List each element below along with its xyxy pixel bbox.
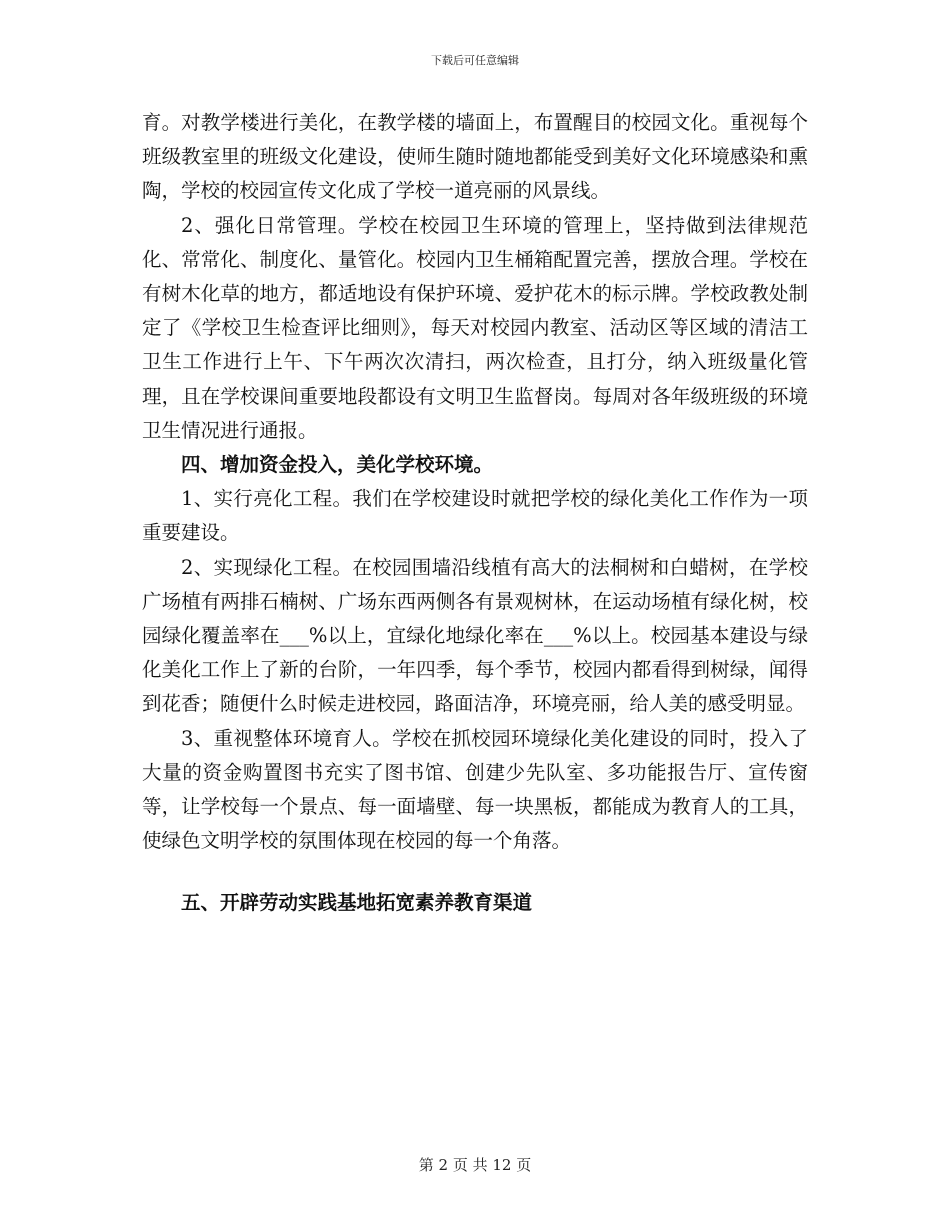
header-note: 下载后可任意编辑	[431, 54, 519, 67]
paragraph-greening-project: 2、实现绿化工程。在校园围墙沿线植有高大的法桐树和白蜡树，在学校广场植有两排石楠树、广场东西两侧各有景观树林，在运动场植有绿化树，校园绿化覆盖率在___%以上，宜绿化地绿化率在___%以上。校园基本建设与绿化美化工作上了新的台阶，一年四季，每个季节，校园内都看得到树绿，闻得到花香；随便什么时候走进校园，路面洁净，环境亮丽，给人美的感受明显。	[142, 555, 808, 716]
section-spacer	[142, 858, 808, 886]
paragraph-daily-management: 2、强化日常管理。学校在校园卫生环境的管理上，坚持做到法律规范化、常常化、制度化、量管化。校园内卫生桶箱配置完善，摆放合理。学校在有树木化草的地方，都适地设有保护环境、爱护花木的标示牌。学校政教处制定了《学校卫生检查评比细则》，每天对校园内教室、活动区等区域的清洁工卫生工作进行上午、下午两次次清扫，两次检查，且打分，纳入班级量化管理，且在学校课间重要地段都设有文明卫生监督岗。每周对各年级班级的环境卫生情况进行通报。	[142, 213, 808, 442]
document-body	[142, 106, 808, 921]
paragraph-lighting-project: 1、实行亮化工程。我们在学校建设时就把学校的绿化美化工作作为一项重要建设。	[142, 487, 808, 545]
section-heading-five: 五、开辟劳动实践基地拓宽素养教育渠道	[181, 891, 533, 915]
page-number-footer: 第 2 页 共 12 页	[418, 1156, 532, 1174]
paragraph-environment-education: 3、重视整体环境育人。学校在抓校园环境绿化美化建设的同时，投入了大量的资金购置图书充实了图书馆、创建少先队室、多功能报告厅、宣传窗等，让学校每一个景点、每一面墙壁、每一块黑板，都能成为教育人的工具，使绿色文明学校的氛围体现在校园的每一个角落。	[142, 726, 808, 853]
section-heading-four: 四、增加资金投入，美化学校环境。	[181, 453, 494, 477]
paragraph-school-culture: 育。对教学楼进行美化，在教学楼的墙面上，布置醒目的校园文化。重视每个班级教室里的班级文化建设，使师生随时随地都能受到美好文化环境感染和熏陶，学校的校园宣传文化成了学校一道亮丽的风景线。	[142, 111, 808, 203]
